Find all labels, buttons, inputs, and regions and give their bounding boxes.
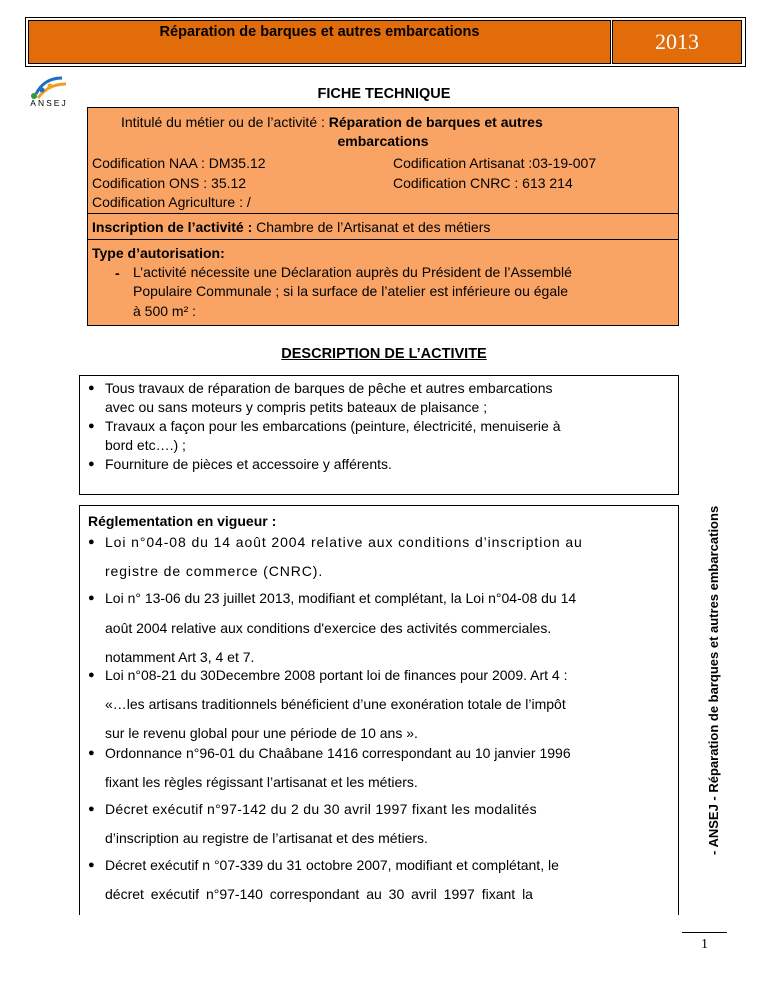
autorisation-text: Populaire Communale ; si la surface de l’atelier est inférieure ou égale [133, 283, 569, 299]
reglementation-line: Loi n°04-08 du 14 août 2004 relative aux conditions d’inscription au [105, 534, 583, 550]
intitule-label: Intitulé du métier ou de l’activité : [121, 114, 329, 130]
description-line: bord etc….) ; [105, 437, 186, 453]
bullet-icon: ● [88, 592, 95, 604]
divider [88, 239, 678, 240]
bullet-icon: ● [88, 803, 95, 815]
page-number: 1 [701, 937, 708, 952]
reglementation-line: fixant les règles régissant l’artisanat et les métiers. [105, 774, 418, 790]
intitule-value-cont: embarcations [337, 133, 429, 149]
reglementation-line: août 2004 relative aux conditions d'exercice des activités commerciales. [105, 620, 552, 636]
inscription-value: Chambre de l’Artisanat et des métiers [256, 219, 491, 235]
header-year: 2013 [612, 20, 742, 64]
codification-naa: Codification NAA : DM35.12 [92, 155, 266, 171]
description-line: Travaux a façon pour les embarcations (peinture, électricité, menuiserie à [105, 418, 561, 434]
reglementation-line: Loi n°08-21 du 30Decembre 2008 portant loi de finances pour 2009. Art 4 : [105, 667, 568, 683]
inscription-line [92, 218, 490, 236]
codification-agriculture: Codification Agriculture : / [92, 194, 251, 210]
fiche-title: FICHE TECHNIQUE [317, 86, 451, 102]
intitule-line [121, 113, 543, 131]
codification-cnrc: Codification CNRC : 613 214 [393, 175, 573, 191]
description-line: Tous travaux de réparation de barques de pêche et autres embarcations [105, 380, 553, 396]
reglementation-line: d’inscription au registre de l’artisanat et des métiers. [105, 830, 428, 846]
description-line: avec ou sans moteurs y compris petits bateaux de plaisance ; [105, 399, 488, 415]
autorisation-label: Type d’autorisation: [92, 245, 225, 261]
logo-text: ANSEJ [30, 98, 68, 108]
bullet-icon: ● [88, 747, 95, 759]
bullet-icon: ● [88, 669, 95, 681]
autorisation-line-3: à 500 m² : [133, 303, 197, 319]
reglementation-line: Décret exécutif n°97-142 du 2 du 30 avril 1997 fixant les modalités [105, 801, 537, 817]
description-box [79, 375, 679, 495]
autorisation-line-2 [133, 283, 674, 299]
bullet-icon: ● [88, 458, 95, 470]
intitule-value: Réparation de barques et autres [328, 114, 543, 130]
bullet-icon: ● [88, 536, 95, 548]
reglementation-line: sur le revenu global pour une période de 10 ans ». [105, 725, 418, 741]
codification-artisanat: Codification Artisanat :03-19-007 [393, 155, 597, 171]
reglementation-line: Décret exécutif n °07-339 du 31 octobre 2007, modifiant et complétant, le [105, 857, 559, 873]
description-title: DESCRIPTION DE L’ACTIVITE [281, 346, 487, 362]
autorisation-text: L’activité nécessite une Déclaration auprès du Président de l’Assemblé [133, 264, 572, 280]
autorisation-dash: - [115, 265, 120, 281]
side-vertical-text: - ANSEJ - Réparation de barques et autres embarcations [706, 505, 721, 855]
bullet-icon: ● [88, 859, 95, 871]
autorisation-line-1 [133, 264, 674, 280]
info-box [87, 107, 679, 326]
reglementation-line: Ordonnance n°96-01 du Chaâbane 1416 correspondant au 10 janvier 1996 [105, 745, 571, 761]
bullet-icon: ● [88, 420, 95, 432]
reglementation-line: décret exécutif n°97-140 correspondant au 30 avril 1997 fixant la [105, 886, 533, 902]
reglementation-title: Réglementation en vigueur : [88, 513, 277, 529]
header-title: Réparation de barques et autres embarcations [159, 24, 480, 40]
bullet-icon: ● [88, 382, 95, 394]
reglementation-line: registre de commerce (CNRC). [105, 563, 324, 579]
inscription-label: Inscription de l’activité : [92, 219, 257, 235]
reglementation-line: «…les artisans traditionnels bénéficient d’une exonération totale de l’impôt [105, 696, 566, 712]
description-line: Fourniture de pièces et accessoire y afférents. [105, 456, 392, 472]
reglementation-line: Loi n° 13-06 du 23 juillet 2013, modifiant et complétant, la Loi n°04-08 du 14 [105, 590, 577, 606]
page-number-rule [682, 932, 727, 933]
reglementation-line: notamment Art 3, 4 et 7. [105, 649, 255, 665]
divider [88, 213, 678, 214]
reglementation-box [79, 505, 679, 915]
codification-ons: Codification ONS : 35.12 [92, 175, 247, 191]
